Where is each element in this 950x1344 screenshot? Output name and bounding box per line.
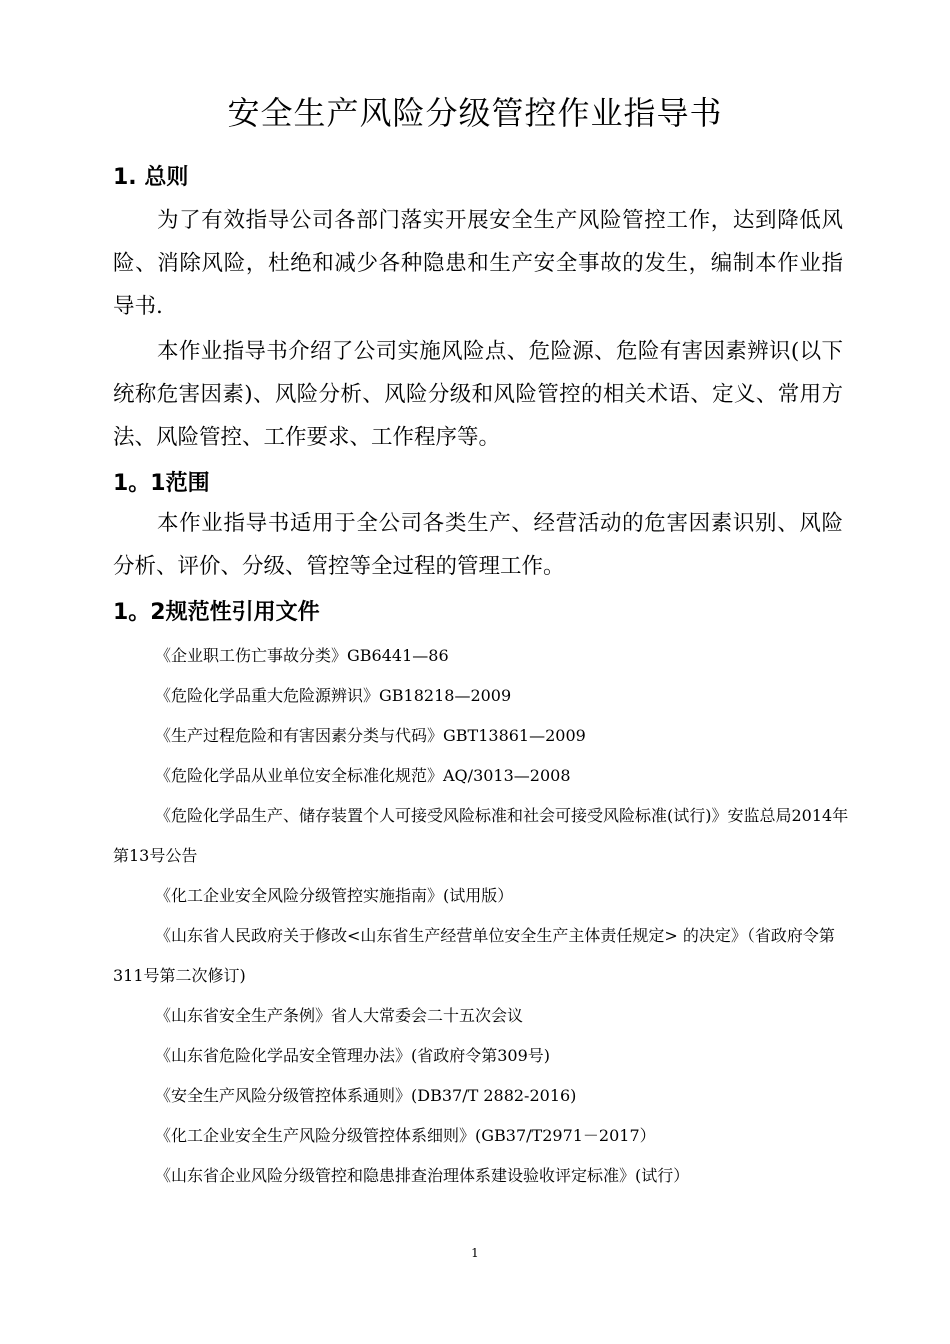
reference-item: 《企业职工伤亡事故分类》GB6441—86 xyxy=(155,646,449,665)
reference-item: 《危险化学品重大危险源辨识》GB18218—2009 xyxy=(155,686,512,705)
reference-item: 《危险化学品从业单位安全标准化规范》AQ/3013—2008 xyxy=(155,766,571,785)
reference-item: 《山东省企业风险分级管控和隐患排查治理体系建设验收评定标准》(试行） xyxy=(155,1166,690,1185)
reference-item: 《安全生产风险分级管控体系通则》(DB37/T 2882-2016) xyxy=(155,1086,577,1105)
general-paragraph-1: 为了有效指导公司各部门落实开展安全生产风险管控工作，达到降低风险、消除风险，杜绝和减少各种隐患和生产安全事故的发生，编制本作业指导书. xyxy=(113,208,843,319)
section-heading-general: 1. 总则 xyxy=(113,165,189,190)
general-paragraph-2: 本作业指导书介绍了公司实施风险点、危险源、危险有害因素辨识(以下统称危害因素)、风险分析、风险分级和风险管控的相关术语、定义、常用方法、风险管控、工作要求、工作程序等。 xyxy=(113,339,843,450)
reference-item: 《化工企业安全风险分级管控实施指南》(试用版） xyxy=(155,886,514,905)
reference-item: 《化工企业安全生产风险分级管控体系细则》(GB37/T2971－2017） xyxy=(155,1126,656,1145)
section-heading-scope: 1。1范围 xyxy=(113,471,210,496)
document-title: 安全生产风险分级管控作业指导书 xyxy=(227,94,723,132)
scope-paragraph: 本作业指导书适用于全公司各类生产、经营活动的危害因素识别、风险分析、评价、分级、管控等全过程的管理工作。 xyxy=(113,511,843,579)
reference-item: 《生产过程危险和有害因素分类与代码》GBT13861—2009 xyxy=(155,726,586,745)
page-number: 1 xyxy=(471,1246,479,1260)
section-heading-references: 1。2规范性引用文件 xyxy=(113,600,320,625)
reference-item: 《危险化学品生产、储存装置个人可接受风险标准和社会可接受风险标准(试行)》安监总局2014年第13号公告 xyxy=(113,806,849,865)
reference-list xyxy=(113,636,853,1196)
reference-item: 《山东省危险化学品安全管理办法》(省政府令第309号) xyxy=(155,1046,551,1065)
reference-item: 《山东省安全生产条例》省人大常委会二十五次会议 xyxy=(155,1006,524,1025)
reference-item: 《山东省人民政府关于修改<山东省生产经营单位安全生产主体责任规定> 的决定》（省政府令第311号第二次修订) xyxy=(113,926,835,985)
